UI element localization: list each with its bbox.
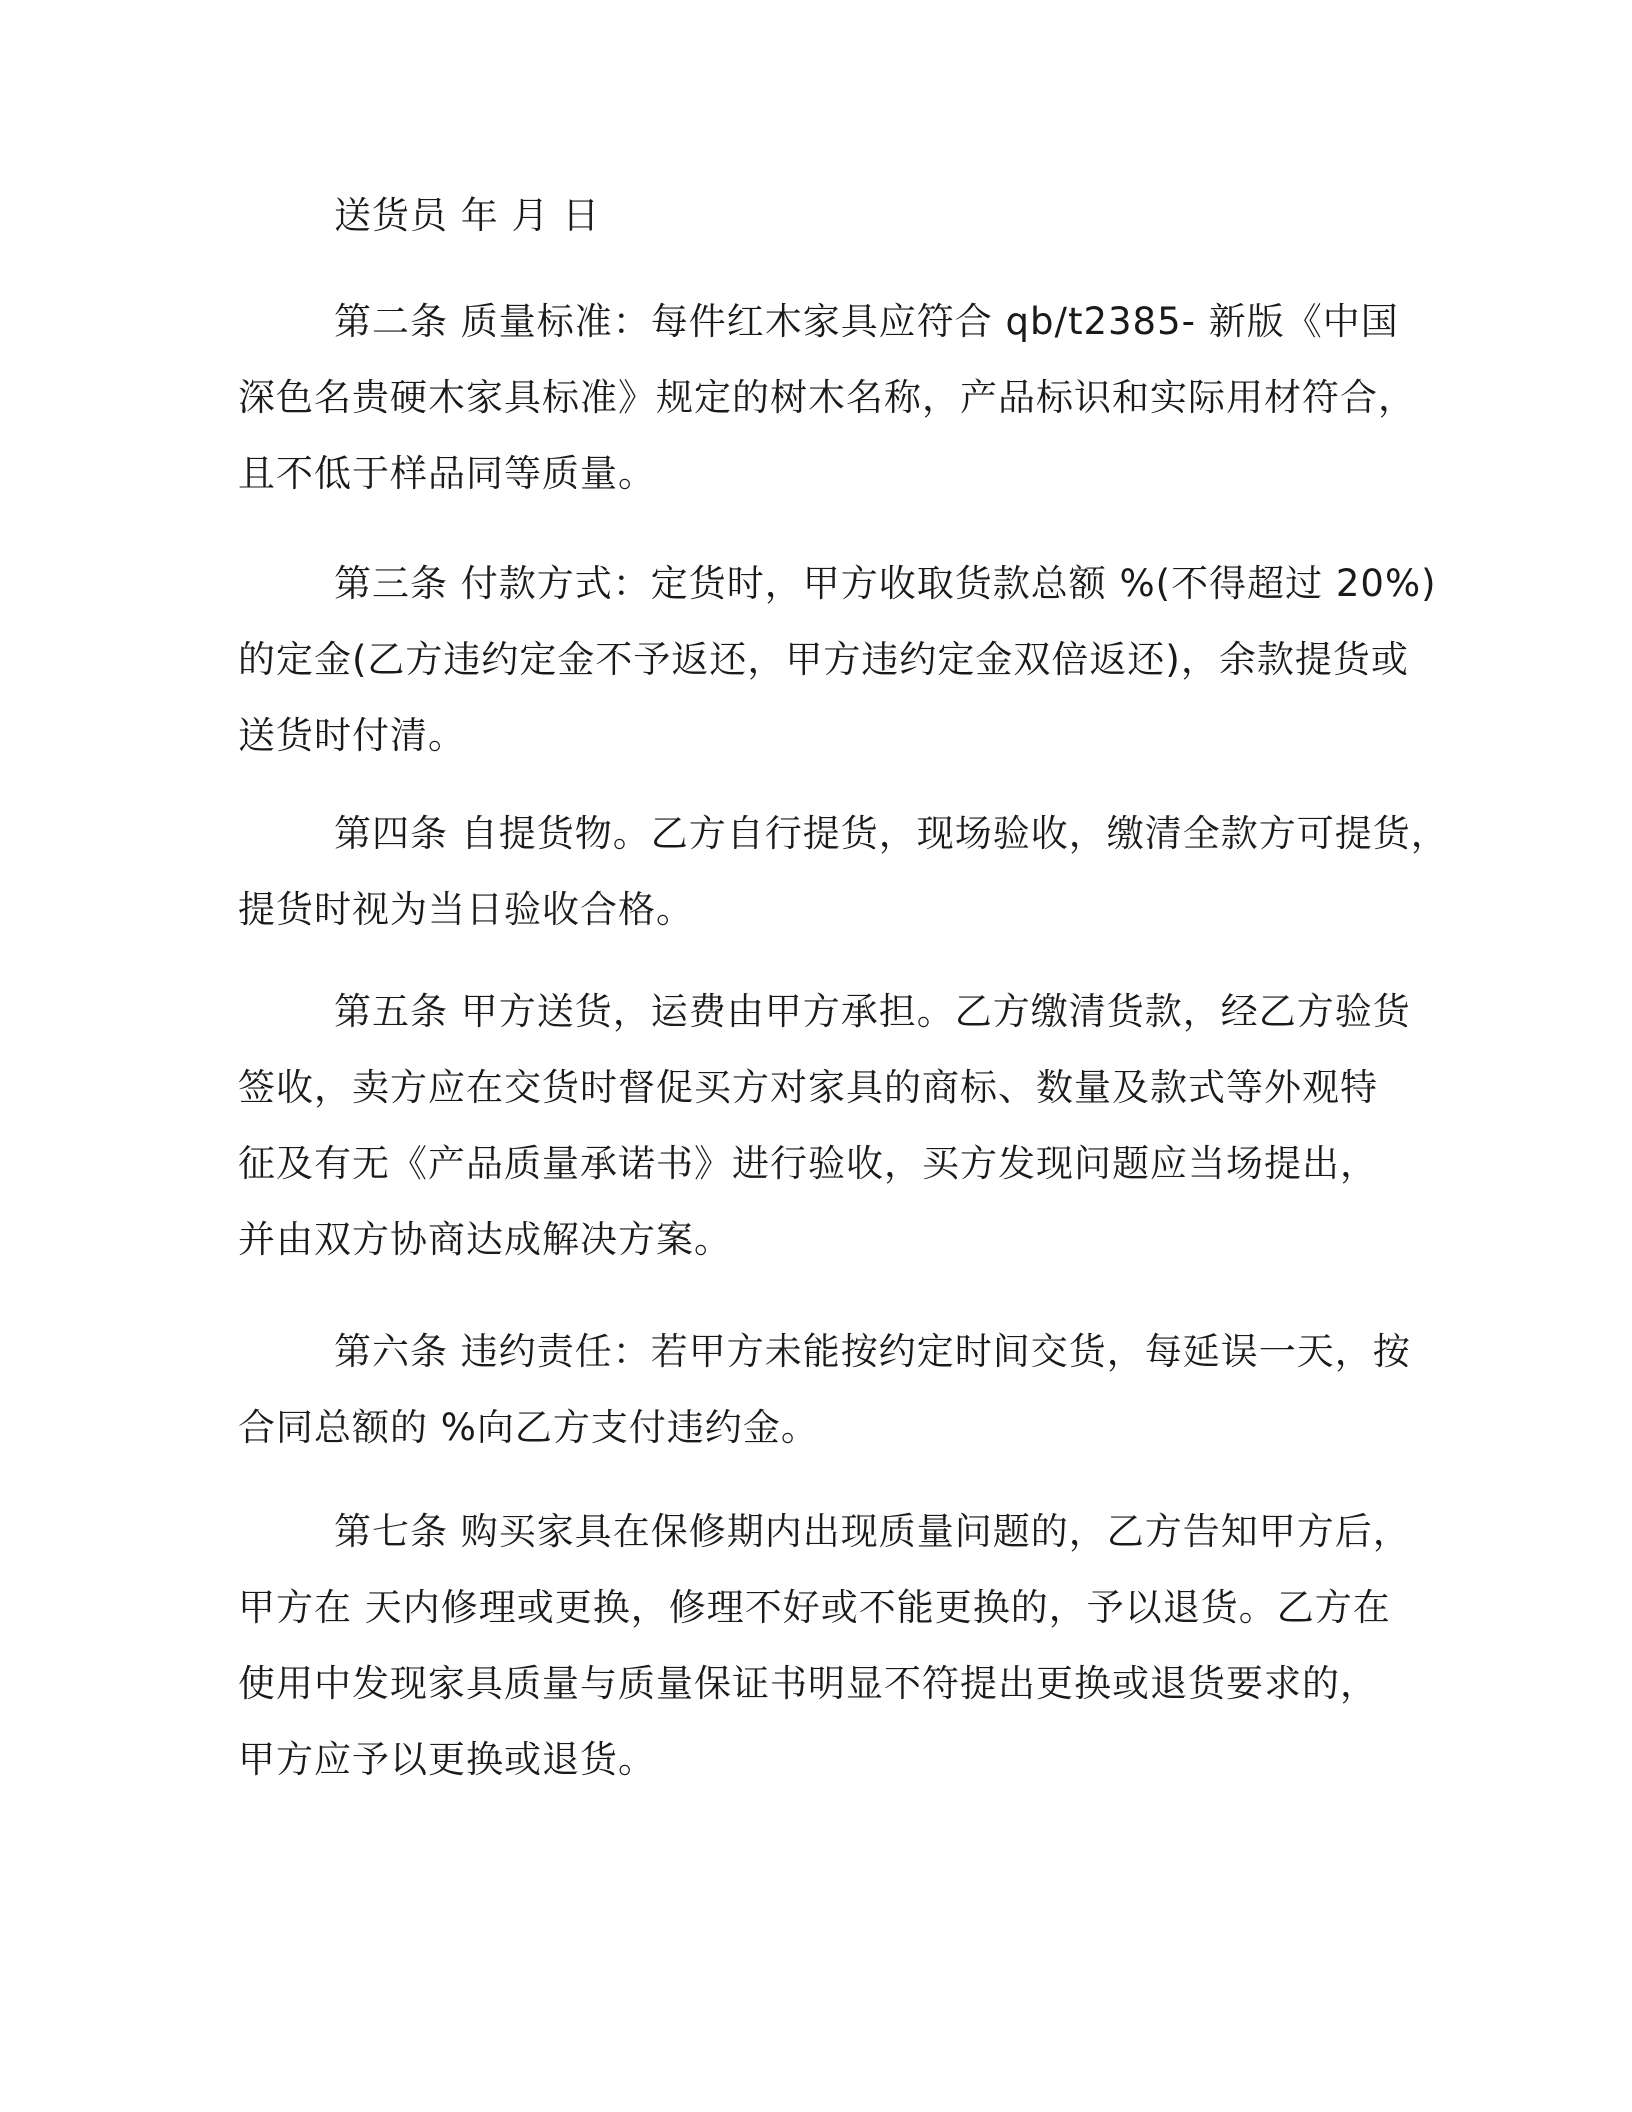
paragraph-line: 并由双方协商达成解决方案。 (238, 1218, 732, 1261)
paragraph-line: 第七条 购买家具在保修期内出现质量问题的，乙方告知甲方后， (334, 1510, 1411, 1553)
paragraph-line: 甲方在 天内修理或更换，修理不好或不能更换的，予以退货。乙方在 (238, 1586, 1391, 1629)
paragraph-line: 第五条 甲方送货，运费由甲方承担。乙方缴清货款，经乙方验货 (334, 990, 1411, 1033)
paragraph-line: 第六条 违约责任：若甲方未能按约定时间交货，每延误一天，按 (334, 1330, 1411, 1373)
paragraph-line: 提货时视为当日验收合格。 (238, 888, 694, 931)
paragraph-line: 第二条 质量标准：每件红木家具应符合 qb/t2385- 新版《中国 (334, 300, 1399, 343)
paragraph-line: 且不低于样品同等质量。 (238, 452, 656, 495)
paragraph-line: 送货时付清。 (238, 714, 466, 757)
paragraph-article-3-payment (238, 546, 1437, 774)
paragraph-article-4-self-pickup (238, 796, 1449, 948)
paragraph-delivery-signature (238, 178, 1418, 254)
paragraph-line: 深色名贵硬木家具标准》规定的树木名称，产品标识和实际用材符合， (238, 376, 1416, 419)
paragraph-line: 签收，卖方应在交货时督促买方对家具的商标、数量及款式等外观特 (238, 1066, 1378, 1109)
paragraph-line: 甲方应予以更换或退货。 (238, 1738, 656, 1781)
paragraph-line: 的定金(乙方违约定金不予返还，甲方违约定金双倍返还)，余款提货或 (238, 638, 1409, 681)
paragraph-article-5-delivery (238, 974, 1418, 1278)
paragraph-line: 第四条 自提货物。乙方自行提货，现场验收，缴清全款方可提货， (334, 812, 1449, 855)
paragraph-line: 使用中发现家具质量与质量保证书明显不符提出更换或退货要求的， (238, 1662, 1378, 1705)
paragraph-line: 征及有无《产品质量承诺书》进行验收，买方发现问题应当场提出， (238, 1142, 1378, 1185)
paragraph-line: 合同总额的 %向乙方支付违约金。 (238, 1406, 819, 1449)
paragraph-line: 送货员 年 月 日 (334, 194, 601, 237)
paragraph-article-6-breach-liability (238, 1314, 1418, 1466)
paragraph-article-7-warranty (238, 1494, 1418, 1798)
paragraph-line: 第三条 付款方式：定货时，甲方收取货款总额 %(不得超过 20%) (334, 562, 1437, 605)
paragraph-article-2-quality-standard (238, 284, 1418, 512)
